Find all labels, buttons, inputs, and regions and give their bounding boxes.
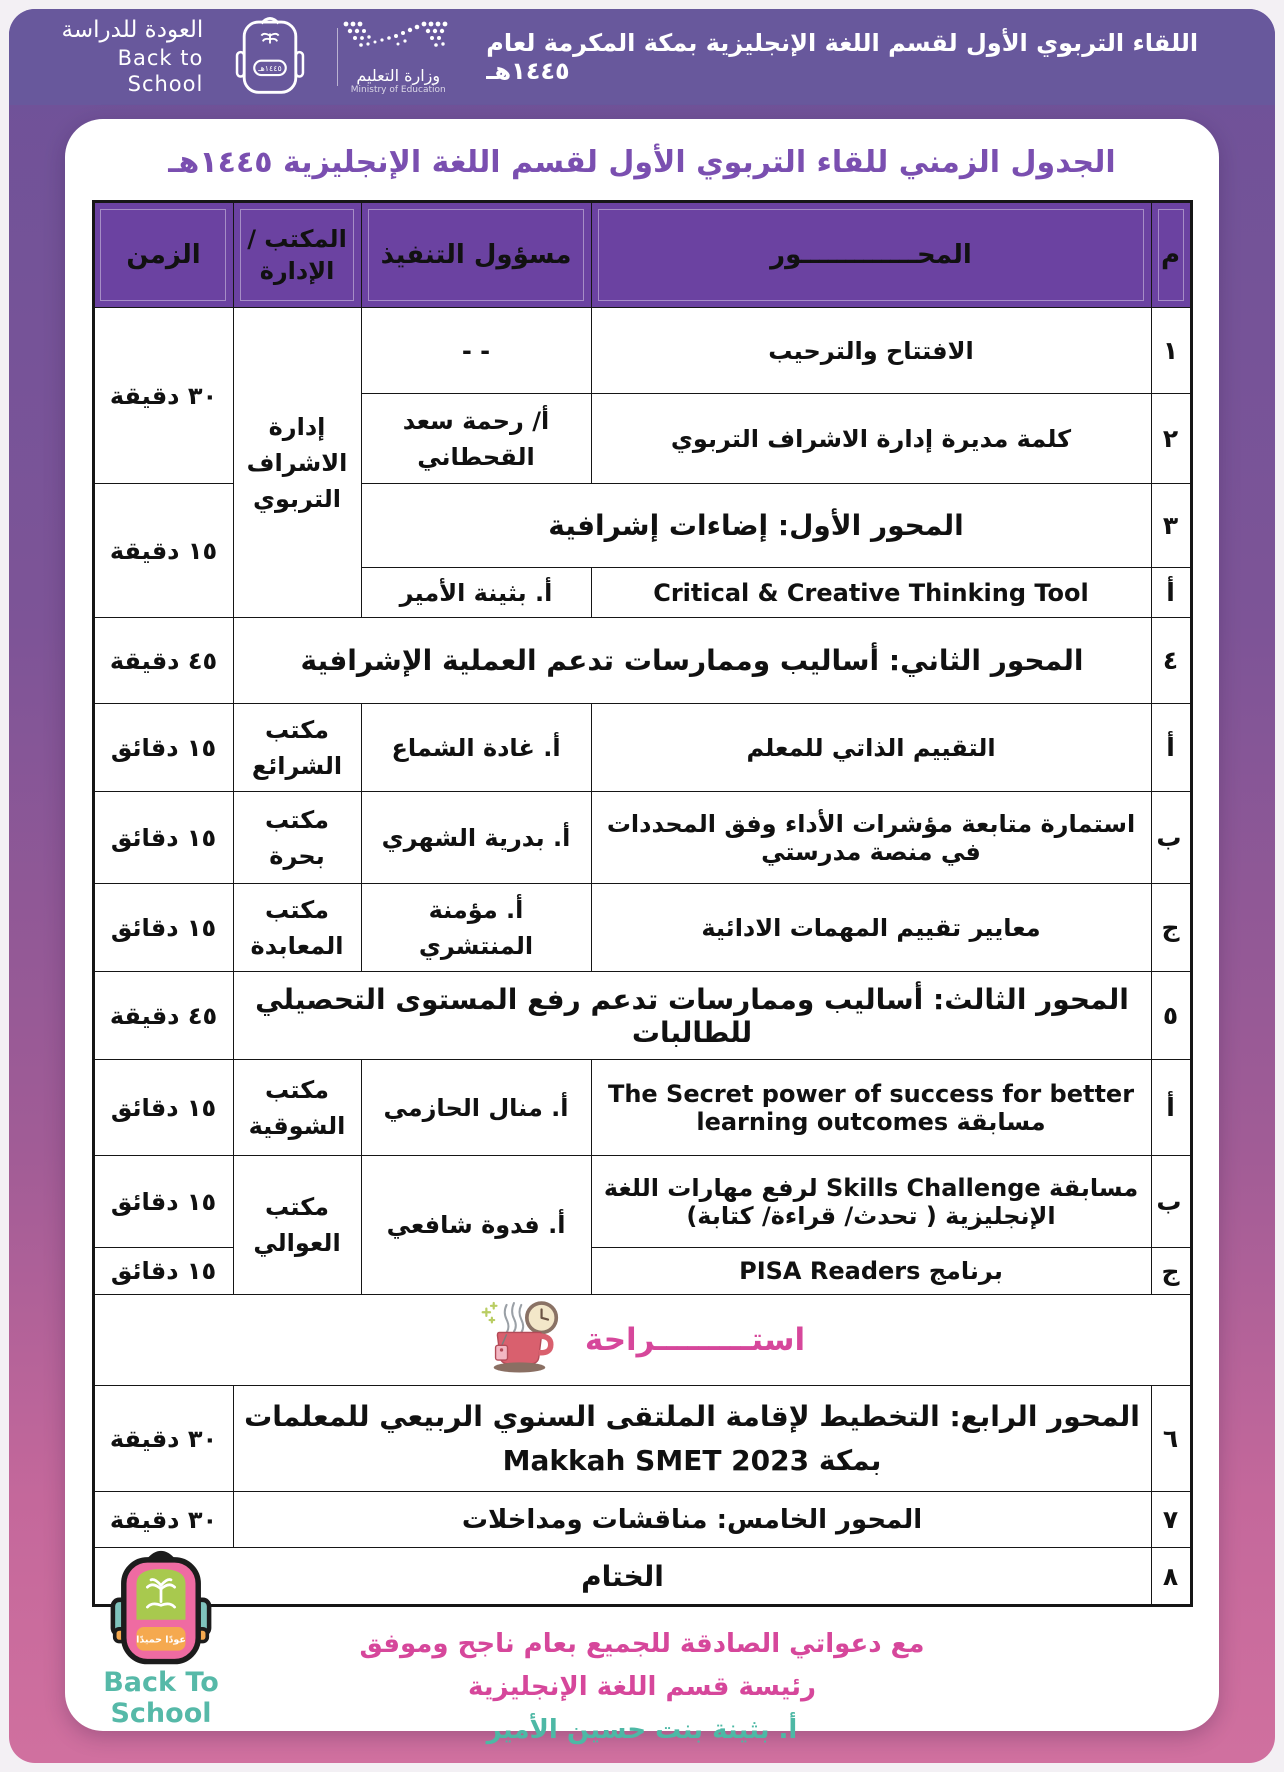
cell-topic: The Secret power of success for better learning outcomes مسابقة — [591, 1060, 1151, 1156]
cell-time: ١٥ دقائق — [93, 1156, 233, 1248]
cell-num: ٢ — [1151, 394, 1191, 484]
cell-topic: كلمة مديرة إدارة الاشراف التربوي — [591, 394, 1151, 484]
document-page — [9, 9, 1275, 1763]
header-banner — [9, 9, 1275, 105]
cell-time: ١٥ دقائق — [93, 884, 233, 972]
col-header-num: م — [1151, 202, 1191, 308]
cell-num: ج — [1151, 1248, 1191, 1295]
footer-wishes: مع دعواتي الصادقة للجميع بعام ناجح وموفق — [359, 1629, 925, 1659]
cell-topic: معايير تقييم المهمات الادائية — [591, 884, 1151, 972]
cell-time: ٤٥ دقيقة — [93, 618, 233, 704]
break-label: استـــــــــراحة — [584, 1322, 806, 1358]
table-row — [93, 1548, 1191, 1606]
cell-office: مكتب المعابدة — [233, 884, 361, 972]
content-card — [65, 119, 1219, 1745]
cell-section-title: المحور الأول: إضاءات إشرافية — [361, 484, 1151, 568]
cell-time: ١٥ دقائق — [93, 792, 233, 884]
back-to-school-badge — [81, 1549, 241, 1729]
cell-num: ٨ — [1151, 1548, 1191, 1606]
cell-section-title: المحور الثاني: أساليب وممارسات تدعم العملية الإشرافية — [233, 618, 1151, 704]
cell-office: مكتب بحرة — [233, 792, 361, 884]
schedule-table — [92, 200, 1193, 1607]
badge-caption: Back To School — [103, 1667, 219, 1729]
col-header-office: المكتب /الإدارة — [233, 202, 361, 308]
break-row — [93, 1295, 1191, 1386]
break-banner — [103, 1299, 1182, 1381]
cell-time-merged: ١٥ دقيقة — [93, 484, 233, 618]
cell-topic: مسابقة Skills Challenge لرفع مهارات اللغة الإنجليزية ( تحدث/ قراءة/ كتابة) — [591, 1156, 1151, 1248]
table-row — [93, 704, 1191, 792]
footer-backpack-icon — [106, 1549, 216, 1667]
cell-topic: Critical & Creative Thinking Tool — [591, 568, 1151, 618]
cell-num: ج — [1151, 884, 1191, 972]
footer-signature: أ. بثينة بنت حسين الأمير — [486, 1714, 798, 1745]
cell-topic: الافتتاح والترحيب — [591, 308, 1151, 394]
cell-num: أ — [1151, 1060, 1191, 1156]
ministry-name-arabic: وزارة التعليم — [356, 66, 441, 86]
table-row — [93, 972, 1191, 1060]
cell-time: ١٥ دقائق — [93, 1060, 233, 1156]
table-row — [93, 792, 1191, 884]
table-row — [93, 1386, 1191, 1492]
page-title: الجدول الزمني للقاء التربوي الأول لقسم اللغة الإنجليزية ١٤٤٥هـ — [168, 145, 1116, 180]
topic-line-1: المحور الرابع: التخطيط لإقامة الملتقى السنوي الربيعي للمعلمات — [244, 1400, 1140, 1434]
cell-office: مكتب الشوقية — [233, 1060, 361, 1156]
cell-executor: - - — [361, 308, 591, 394]
cell-executor: أ. منال الحازمي — [361, 1060, 591, 1156]
cell-time: ١٥ دقائق — [93, 704, 233, 792]
back-to-school-english: Back to School — [117, 46, 204, 97]
cell-executor: أ/ رحمة سعد القحطاني — [361, 394, 591, 484]
cell-num: ٦ — [1151, 1386, 1191, 1492]
topic-line-2: بمكة Makkah SMET 2023 — [502, 1443, 882, 1477]
cell-executor: أ. بدرية الشهري — [361, 792, 591, 884]
back-to-school-label — [47, 16, 203, 97]
footer-role: رئيسة قسم اللغة الإنجليزية — [467, 1671, 817, 1702]
cell-office-merged: إدارة الاشراف التربوي — [233, 308, 361, 618]
cell-executor: أ. مؤمنة المنتشري — [361, 884, 591, 972]
col-header-time: الزمن — [93, 202, 233, 308]
event-title: اللقاء التربوي الأول لقسم اللغة الإنجليزية بمكة المكرمة لعام ١٤٤٥هـ — [486, 29, 1199, 85]
ministry-dots-icon — [338, 18, 458, 60]
cell-topic: برنامج PISA Readers — [591, 1248, 1151, 1295]
cell-section-title: المحور الثالث: أساليب وممارسات تدعم رفع المستوى التحصيلي للطالبات — [233, 972, 1151, 1060]
table-row — [93, 884, 1191, 972]
cell-num: ٥ — [1151, 972, 1191, 1060]
badge-pocket-text: عودًا حميدًا — [136, 1634, 186, 1646]
table-row — [93, 1492, 1191, 1548]
cell-time: ٤٥ دقيقة — [93, 972, 233, 1060]
cell-num: ب — [1151, 1156, 1191, 1248]
cell-section-title — [233, 1386, 1151, 1492]
back-to-school-arabic: العودة للدراسة — [61, 17, 204, 44]
table-row — [93, 1156, 1191, 1248]
cell-num: أ — [1151, 704, 1191, 792]
backpack-year-text: ١٤٤٥هـ — [258, 63, 283, 73]
cell-topic: الختام — [93, 1548, 1151, 1606]
table-row — [93, 1060, 1191, 1156]
cell-num: ١ — [1151, 308, 1191, 394]
cell-topic: المحور الخامس: مناقشات ومداخلات — [233, 1492, 1151, 1548]
table-row — [93, 308, 1191, 394]
col-header-topic: المحـــــــــــــور — [591, 202, 1151, 308]
cell-topic: التقييم الذاتي للمعلم — [591, 704, 1151, 792]
ministry-logo — [338, 18, 458, 96]
cell-time: ٣٠ دقيقة — [93, 1492, 233, 1548]
cell-time: ١٥ دقائق — [93, 1248, 233, 1295]
cell-executor: أ. بثينة الأمير — [361, 568, 591, 618]
cell-time: ٣٠ دقيقة — [93, 1386, 233, 1492]
cell-topic: استمارة متابعة مؤشرات الأداء وفق المحددات في منصة مدرستي — [591, 792, 1151, 884]
cell-executor-merged: أ. فدوة شافعي — [361, 1156, 591, 1295]
table-row — [93, 618, 1191, 704]
cell-num: ٧ — [1151, 1492, 1191, 1548]
cell-executor: أ. غادة الشماع — [361, 704, 591, 792]
table-header-row — [93, 202, 1191, 308]
cell-num: ٣ — [1151, 484, 1191, 568]
cell-num: أ — [1151, 568, 1191, 618]
cell-office: مكتب الشرائع — [233, 704, 361, 792]
col-header-executor: مسؤول التنفيذ — [361, 202, 591, 308]
cell-num: ب — [1151, 792, 1191, 884]
cell-time-merged: ٣٠ دقيقة — [93, 308, 233, 484]
tea-cup-clock-icon — [479, 1299, 571, 1381]
cell-office-merged: مكتب العوالي — [233, 1156, 361, 1295]
backpack-outline-icon — [233, 12, 307, 102]
ministry-name-english: Ministry of Education — [350, 85, 446, 96]
cell-num: ٤ — [1151, 618, 1191, 704]
